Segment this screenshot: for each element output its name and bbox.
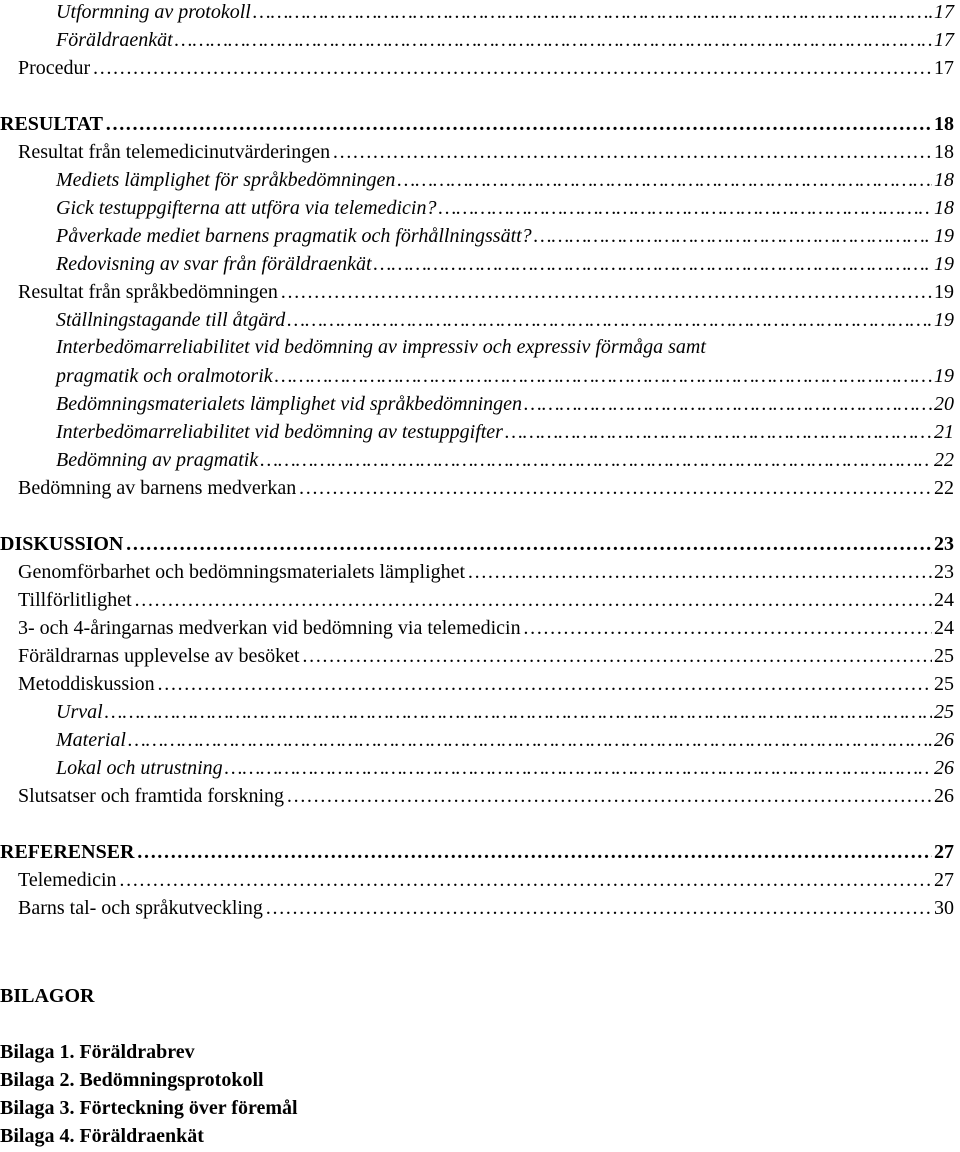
toc-entry-page: 30 [934, 897, 954, 919]
toc-entry-title: Urval [56, 701, 103, 723]
appendix-item: Bilaga 2. Bedömningsprotokoll [0, 1069, 264, 1091]
toc-entry-page: 26 [934, 729, 954, 751]
toc-entry-page: 23 [934, 533, 954, 555]
toc-entry-title: Föräldrarnas upplevelse av besöket [18, 645, 300, 667]
dot-leader [225, 754, 932, 782]
toc-entry-title: REFERENSER [0, 841, 135, 863]
dot-leader [397, 166, 932, 194]
toc-entry[interactable] [56, 194, 954, 222]
toc-entry[interactable] [56, 418, 954, 446]
toc-entry-title: Ställningstagande till åtgärd [56, 309, 286, 331]
toc-entry-page: 23 [934, 561, 954, 583]
toc-entry-title: Redovisning av svar från föräldraenkät [56, 253, 372, 275]
toc-entry-title: RESULTAT [0, 113, 104, 135]
toc-entry-title: Barns tal- och språkutveckling [18, 897, 263, 919]
dot-leader [286, 782, 932, 810]
dot-leader [505, 418, 932, 446]
toc-entry-title: DISKUSSION [0, 533, 124, 555]
toc-entry[interactable] [56, 698, 954, 726]
toc-entry-title: Material [56, 729, 126, 751]
toc-entry-title: Resultat från språkbedömningen [18, 281, 278, 303]
dot-leader [302, 642, 932, 670]
toc-entry-page: 24 [934, 589, 954, 611]
toc-entry[interactable] [18, 474, 954, 502]
toc-entry[interactable] [56, 250, 954, 278]
toc-entry-title: Föräldraenkät [56, 29, 173, 51]
dot-leader [128, 726, 932, 754]
toc-entry-title: Mediets lämplighet för språkbedömningen [56, 169, 396, 191]
toc-entry-page: 17 [934, 1, 954, 23]
toc-entry-page: 27 [934, 869, 954, 891]
dot-leader [253, 0, 932, 26]
toc-entry[interactable] [56, 362, 954, 390]
toc-entry-title: pragmatik och oralmotorik [56, 365, 273, 387]
toc-entry[interactable] [18, 894, 954, 922]
dot-leader [136, 838, 932, 866]
toc-entry[interactable] [56, 0, 954, 26]
toc-entry-page: 18 [934, 141, 954, 163]
appendix-heading: BILAGOR [0, 985, 95, 1007]
toc-entry-page: 25 [934, 673, 954, 695]
toc-entry-title: Telemedicin [18, 869, 117, 891]
dot-leader [287, 306, 932, 334]
toc-entry-title: 3- och 4-åringarnas medverkan vid bedömning via telemedicin [18, 617, 521, 639]
toc-entry-page: 18 [934, 113, 954, 135]
toc-entry[interactable] [18, 866, 954, 894]
toc-entry-page: 19 [934, 281, 954, 303]
dot-leader [105, 110, 932, 138]
dot-leader [438, 194, 932, 222]
toc-entry[interactable] [0, 530, 954, 558]
toc-entry-page: 25 [934, 701, 954, 723]
toc-entry-page: 18 [934, 169, 954, 191]
toc-entry[interactable] [18, 138, 954, 166]
toc-entry-page: 24 [934, 617, 954, 639]
toc-entry[interactable] [18, 782, 954, 810]
dot-leader [134, 586, 932, 614]
toc-entry-page: 19 [934, 309, 954, 331]
toc-entry[interactable] [56, 726, 954, 754]
toc-entry[interactable] [56, 26, 954, 54]
toc-entry[interactable] [18, 642, 954, 670]
toc-entry[interactable] [0, 838, 954, 866]
toc-entry-title: Påverkade mediet barnens pragmatik och förhållningssätt? [56, 225, 532, 247]
dot-leader [265, 894, 932, 922]
dot-leader [280, 278, 932, 306]
toc-entry-title: Tillförlitlighet [18, 589, 132, 611]
dot-leader [467, 558, 932, 586]
toc-entry-page: 22 [934, 477, 954, 499]
toc-entry-page: 19 [934, 253, 954, 275]
dot-leader [524, 390, 932, 418]
dot-leader [523, 614, 932, 642]
dot-leader [157, 670, 932, 698]
dot-leader [332, 138, 932, 166]
toc-entry-page: 19 [934, 365, 954, 387]
toc-entry-wrapped-line: Interbedömarreliabilitet vid bedömning av impressiv och expressiv förmåga samt [56, 336, 706, 358]
toc-entry-page: 17 [934, 29, 954, 51]
dot-leader [260, 446, 932, 474]
appendix-item: Bilaga 3. Förteckning över föremål [0, 1097, 298, 1119]
dot-leader [119, 866, 932, 894]
toc-entry[interactable] [56, 222, 954, 250]
toc-entry-page: 22 [934, 449, 954, 471]
toc-entry-page: 18 [934, 197, 954, 219]
toc-entry-title: Metoddiskussion [18, 673, 155, 695]
toc-entry-page: 19 [934, 225, 954, 247]
toc-entry[interactable] [18, 586, 954, 614]
toc-entry-title: Resultat från telemedicinutvärderingen [18, 141, 331, 163]
toc-entry-page: 17 [934, 57, 954, 79]
toc-entry-title: Bedömning av barnens medverkan [18, 477, 297, 499]
toc-entry[interactable] [18, 670, 954, 698]
toc-entry-page: 26 [934, 785, 954, 807]
toc-entry-page: 21 [934, 421, 954, 443]
dot-leader [125, 530, 932, 558]
toc-entry[interactable] [18, 614, 954, 642]
dot-leader [534, 222, 932, 250]
dot-leader [175, 26, 932, 54]
dot-leader [298, 474, 932, 502]
toc-entry-page: 25 [934, 645, 954, 667]
toc-entry[interactable] [56, 754, 954, 782]
toc-entry-title: Procedur [18, 57, 91, 79]
toc-entry-title: Bedömningsmaterialets lämplighet vid språkbedömningen [56, 393, 523, 415]
appendix-item: Bilaga 4. Föräldraenkät [0, 1125, 204, 1147]
toc-entry[interactable] [56, 390, 954, 418]
toc-entry-title: Slutsatser och framtida forskning [18, 785, 285, 807]
toc-entry-title: Lokal och utrustning [56, 757, 223, 779]
toc-entry-title: Interbedömarreliabilitet vid bedömning av testuppgifter [56, 421, 503, 443]
toc-entry[interactable] [56, 446, 954, 474]
dot-leader [92, 54, 932, 82]
toc-entry-page: 26 [934, 757, 954, 779]
toc-entry-page: 27 [934, 841, 954, 863]
appendix-item: Bilaga 1. Föräldrabrev [0, 1041, 195, 1063]
toc-entry[interactable] [56, 166, 954, 194]
toc-entry-title: Utformning av protokoll [56, 1, 251, 23]
toc-entry-page: 20 [934, 393, 954, 415]
dot-leader [275, 362, 932, 390]
toc-entry[interactable] [0, 110, 954, 138]
toc-entry[interactable] [18, 278, 954, 306]
dot-leader [374, 250, 932, 278]
toc-entry-title: Gick testuppgifterna att utföra via telemedicin? [56, 197, 437, 219]
toc-entry-title: Genomförbarhet och bedömningsmaterialets lämplighet [18, 561, 466, 583]
dot-leader [105, 698, 932, 726]
toc-entry-title: Bedömning av pragmatik [56, 449, 259, 471]
toc-entry[interactable] [18, 54, 954, 82]
toc-entry[interactable] [56, 306, 954, 334]
toc-entry[interactable] [18, 558, 954, 586]
